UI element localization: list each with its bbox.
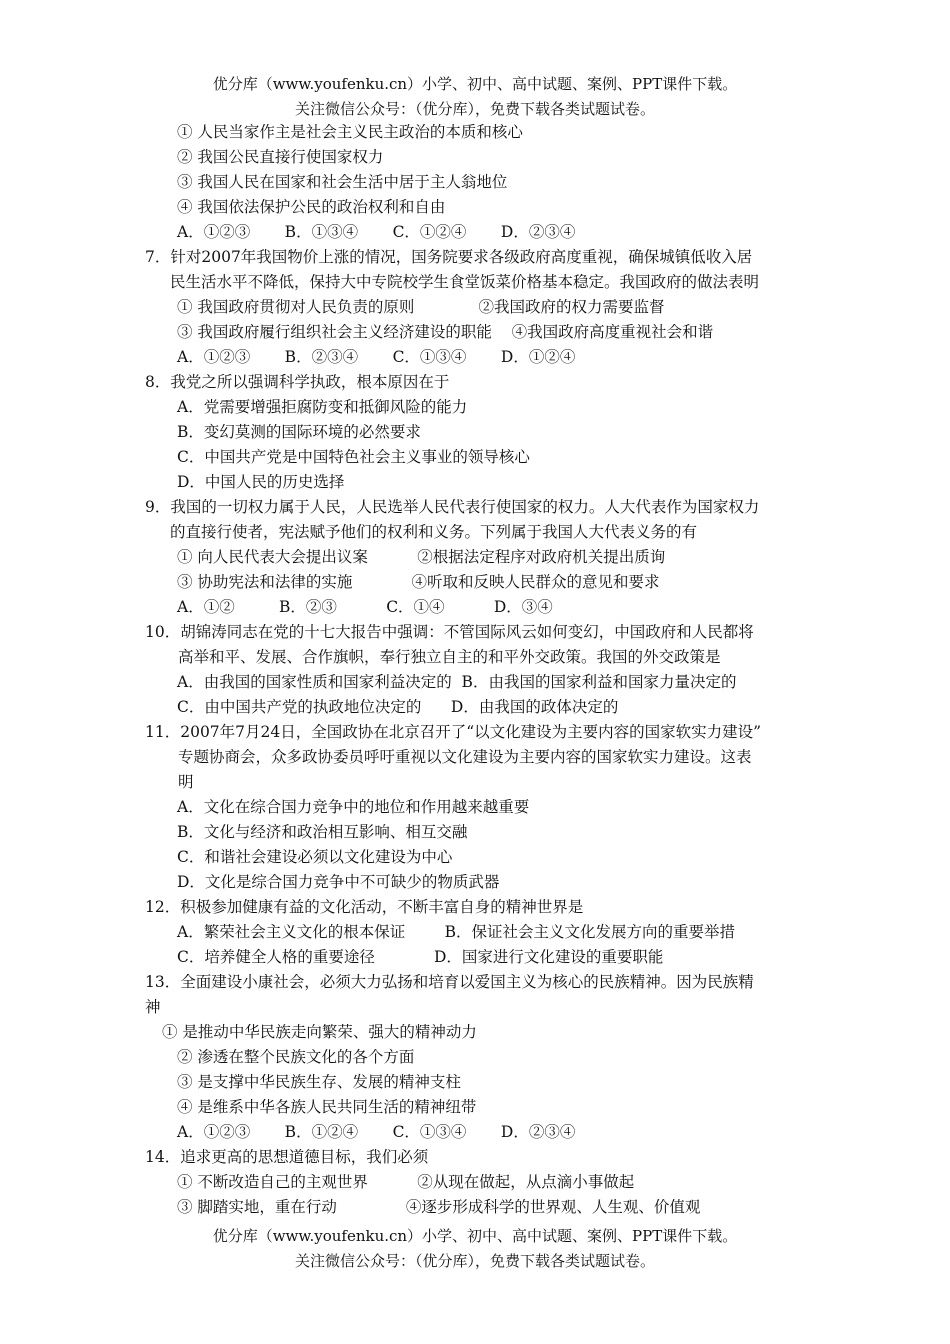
q13-option-1: ① 是推动中华民族走向繁荣、强大的精神动力 — [162, 1023, 477, 1041]
page-footer-line-1: 优分库（www.youfenku.cn）小学、初中、高中试题、案例、PPT课件下载。 — [212, 1227, 738, 1245]
q13-option-4: ④ 是维系中华各族人民共同生活的精神纽带 — [177, 1098, 477, 1116]
q6-choices: A．①②③ B．①③④ C．①②④ D．②③④ — [177, 223, 576, 241]
q6-option-1: ① 人民当家作主是社会主义民主政治的本质和核心 — [177, 123, 523, 141]
q10-choices-cd: C．由中国共产党的执政地位决定的 D．由我国的政体决定的 — [177, 698, 619, 716]
q14-option-3-4: ③ 脚踏实地，重在行动 ④逐步形成科学的世界观、人生观、价值观 — [177, 1198, 701, 1216]
q11-choice-c: C．和谐社会建设必须以文化建设为中心 — [177, 848, 453, 866]
q8-stem: 8．我党之所以强调科学执政，根本原因在于 — [145, 373, 450, 391]
q8-choice-a: A．党需要增强拒腐防变和抵御风险的能力 — [177, 398, 468, 416]
q11-choice-d: D．文化是综合国力竞争中不可缺少的物质武器 — [177, 873, 500, 891]
q13-stem-1: 13．全面建设小康社会，必须大力弘扬和培育以爱国主义为核心的民族精神。因为民族精 — [145, 973, 754, 991]
q7-stem-2: 民生活水平不降低，保持大中专院校学生食堂饭菜价格基本稳定。我国政府的做法表明 — [170, 273, 760, 291]
page-header-line-2: 关注微信公众号：（优分库），免费下载各类试题试卷。 — [294, 100, 655, 118]
q7-choices: A．①②③ B．②③④ C．①③④ D．①②④ — [177, 348, 576, 366]
q9-stem-2: 的直接行使者，宪法赋予他们的权利和义务。下列属于我国人大代表义务的有 — [170, 523, 698, 541]
q9-option-1-2: ① 向人民代表大会提出议案 ②根据法定程序对政府机关提出质询 — [177, 548, 666, 566]
q6-option-4: ④ 我国依法保护公民的政治权利和自由 — [177, 198, 446, 216]
q6-option-2: ② 我国公民直接行使国家权力 — [177, 148, 384, 166]
q13-option-3: ③ 是支撑中华民族生存、发展的精神支柱 — [177, 1073, 461, 1091]
q11-stem-1: 11．2007年7月24日，全国政协在北京召开了“以文化建设为主要内容的国家软实力建设” — [145, 723, 762, 741]
q9-option-3-4: ③ 协助宪法和法律的实施 ④听取和反映人民群众的意见和要求 — [177, 573, 660, 591]
q6-option-3: ③ 我国人民在国家和社会生活中居于主人翁地位 — [177, 173, 508, 191]
q13-choices: A．①②③ B．①②④ C．①③④ D．②③④ — [177, 1123, 576, 1141]
q11-choice-b: B．文化与经济和政治相互影响、相互交融 — [177, 823, 468, 841]
q13-stem-2: 神 — [145, 998, 161, 1016]
q10-choices-ab: A．由我国的国家性质和国家利益决定的 B．由我国的国家利益和国家力量决定的 — [177, 673, 737, 691]
q11-stem-2: 专题协商会，众多政协委员呼吁重视以文化建设为主要内容的国家软实力建设。这表 — [178, 748, 752, 766]
q8-choice-d: D．中国人民的历史选择 — [177, 473, 345, 491]
q11-choice-a: A．文化在综合国力竞争中的地位和作用越来越重要 — [177, 798, 530, 816]
q14-option-1-2: ① 不断改造自己的主观世界 ②从现在做起，从点滴小事做起 — [177, 1173, 635, 1191]
q12-stem: 12．积极参加健康有益的文化活动，不断丰富自身的精神世界是 — [145, 898, 584, 916]
q12-choices-ab: A．繁荣社会主义文化的根本保证 B．保证社会主义文化发展方向的重要举措 — [177, 923, 736, 941]
q9-stem-1: 9．我国的一切权力属于人民，人民选举人民代表行使国家的权力。人大代表作为国家权力 — [145, 498, 760, 516]
page-header-line-1: 优分库（www.youfenku.cn）小学、初中、高中试题、案例、PPT课件下载。 — [212, 75, 738, 93]
q11-stem-3: 明 — [178, 773, 194, 791]
q13-option-2: ② 渗透在整个民族文化的各个方面 — [177, 1048, 415, 1066]
q7-option-1-2: ① 我国政府贯彻对人民负责的原则 ②我国政府的权力需要监督 — [177, 298, 665, 316]
q7-stem-1: 7．针对2007年我国物价上涨的情况，国务院要求各级政府高度重视，确保城镇低收入居 — [145, 248, 753, 266]
q14-stem: 14．追求更高的思想道德目标，我们必须 — [145, 1148, 429, 1166]
q8-choice-c: C．中国共产党是中国特色社会主义事业的领导核心 — [177, 448, 530, 466]
q12-choices-cd: C．培养健全人格的重要途径 D．国家进行文化建设的重要职能 — [177, 948, 664, 966]
q10-stem-1: 10．胡锦涛同志在党的十七大报告中强调：不管国际风云如何变幻，中国政府和人民都将 — [145, 623, 754, 641]
q7-option-3-4: ③ 我国政府履行组织社会主义经济建设的职能 ④我国政府高度重视社会和谐 — [177, 323, 714, 341]
page-footer-line-2: 关注微信公众号：（优分库），免费下载各类试题试卷。 — [294, 1252, 655, 1270]
q10-stem-2: 高举和平、发展、合作旗帜，奉行独立自主的和平外交政策。我国的外交政策是 — [178, 648, 721, 666]
q9-choices: A．①② B．②③ C．①④ D．③④ — [177, 598, 553, 616]
q8-choice-b: B．变幻莫测的国际环境的必然要求 — [177, 423, 421, 441]
